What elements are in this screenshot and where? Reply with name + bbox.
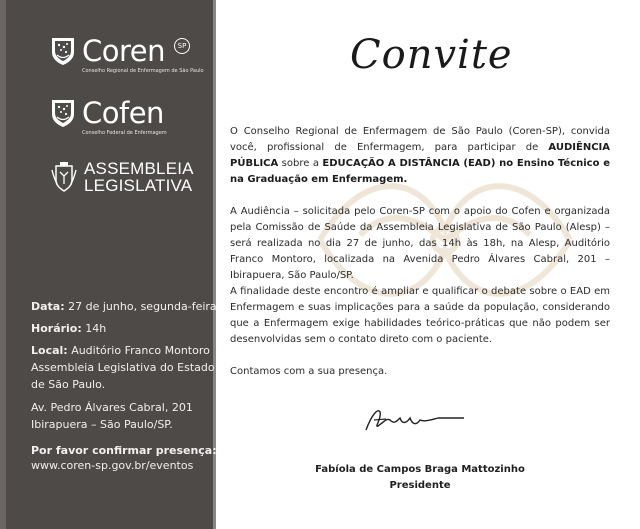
signature-image [360, 404, 470, 436]
p1-bold-audiencia: AUDIÊNCIA PÚBLICA [230, 142, 610, 169]
state-crest-icon [50, 160, 78, 194]
invite-paragraph-4: Contamos com a sua presença. [230, 366, 388, 377]
location-line1: Auditório Franco Montoro [71, 344, 210, 357]
date-label: Data: [31, 300, 65, 313]
invite-paragraph-3: A finalidade deste encontro é ampliar e qualificar o debate sobre o EAD em Enfermagem e suas implicações para a saúde da população, considerando que a Enfermagem exige habilidades teórico-práticas que não podem ser desenvolvidas sem o contato direto com o paciente. [230, 286, 610, 345]
rsvp-label: Por favor confirmar presença: [31, 444, 217, 457]
p1-start: O Conselho Regional de Enfermagem de São Paulo (Coren-SP), convida você, profissional de Enfermagem, para participar de [230, 126, 610, 153]
coren-wordmark: Coren [82, 34, 165, 68]
coren-shield-icon [50, 36, 76, 66]
event-time [31, 320, 106, 337]
location-label: Local: [31, 344, 68, 357]
invite-paragraph-2: A Audiência – solicitada pelo Coren-SP com o apoio do Cofen e organizada pela Comissão de Saúde da Assembleia Legislativa de São Paulo (Alesp) – será realizada no dia 27 de junho, das 14h às 18h, na Alesp, Auditório Franco Montoro, localizada na Avenida Pedro Álvares Cabral, 201 – Ibirapuera, São Paulo/SP. [230, 206, 610, 281]
event-date [31, 298, 217, 315]
rsvp [31, 443, 217, 473]
rsvp-link[interactable]: www.coren-sp.gov.br/eventos [31, 459, 194, 472]
signer-role: Presidente [389, 480, 451, 491]
p1-bold-ead: EDUCAÇÃO A DISTÂNCIA (EAD) no Ensino Técnico e na Graduação em Enfermagem. [230, 158, 610, 185]
event-address [31, 399, 193, 433]
address-line2: Ibirapuera – São Paulo/SP. [31, 418, 173, 431]
cofen-wordmark: Cofen [82, 96, 164, 130]
coren-subtitle: Conselho Regional de Enfermagem de São Paulo [82, 68, 204, 74]
assembleia-line1: ASSEMBLEIA [84, 159, 194, 178]
p1-mid: sobre a [278, 158, 323, 169]
cofen-shield-icon [50, 98, 76, 128]
date-value: 27 de junho, segunda-feira [68, 300, 217, 313]
event-location [31, 342, 215, 393]
invite-paragraph-1 [230, 124, 610, 188]
address-line1: Av. Pedro Álvares Cabral, 201 [31, 401, 193, 414]
cofen-logo [50, 96, 167, 136]
signer-name: Fabíola de Campos Braga Mattozinho [315, 464, 525, 475]
time-value: 14h [85, 322, 107, 335]
assembleia-line2: LEGISLATIVA [84, 176, 193, 195]
coren-logo [50, 34, 204, 74]
assembleia-logo [50, 160, 194, 194]
location-line3: de São Paulo. [31, 378, 106, 391]
cofen-subtitle: Conselho Federal de Enfermagem [82, 130, 167, 136]
page-title: Convite [350, 32, 513, 78]
time-label: Horário: [31, 322, 82, 335]
location-line2: Assembleia Legislativa do Estado [31, 361, 215, 374]
coren-sp-badge: SP [174, 38, 190, 54]
